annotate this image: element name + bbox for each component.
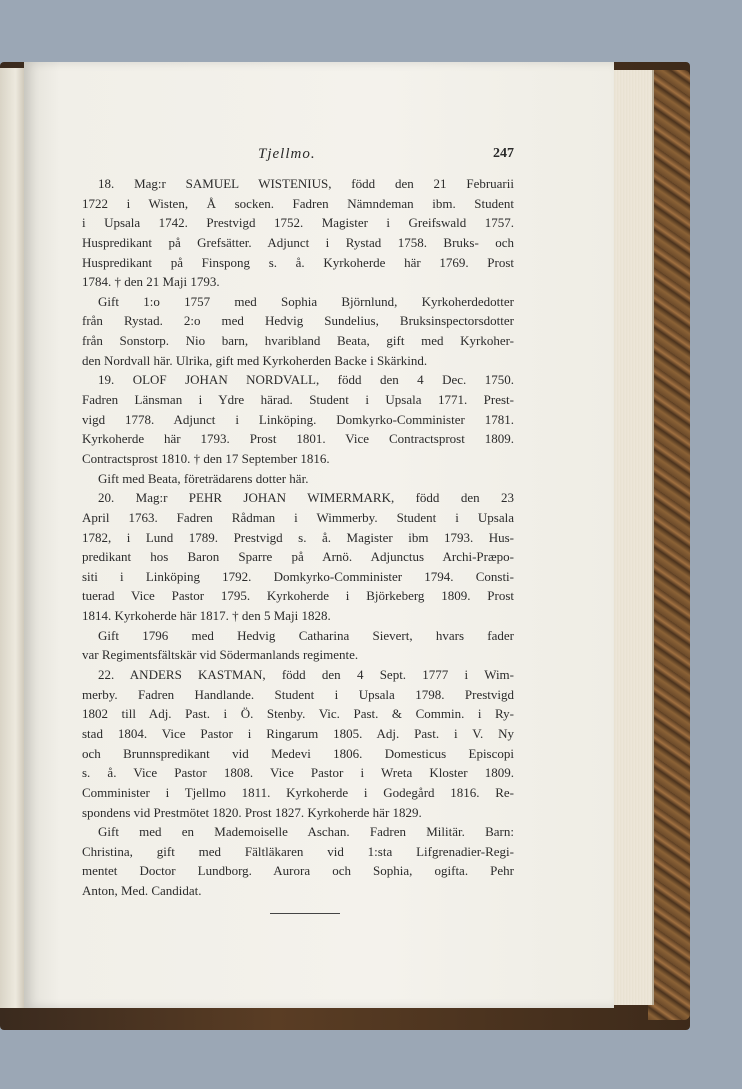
- page-header: [84, 146, 514, 166]
- text-line: Fadren Länsman i Ydre härad. Student i Upsala 1771. Prest-: [82, 392, 514, 408]
- text-line: Gift med Beata, företrädarens dotter här.: [98, 470, 309, 486]
- text-line: predikant hos Baron Sparre på Arnö. Adjunctus Archi-Præpo-: [82, 549, 514, 565]
- text-line: spondens vid Prestmötet 1820. Prost 1827. Kyrkoherde här 1829.: [82, 804, 422, 820]
- text-line: 1782, i Lund 1789. Prestvigd s. å. Magister ibm 1793. Hus-: [82, 529, 514, 545]
- text-line: från Rystad. 2:o med Hedvig Sundelius, Bruksinspectorsdotter: [82, 313, 514, 329]
- page-text: [82, 174, 514, 901]
- left-page-edge: [0, 68, 27, 1008]
- text-line: mentet Doctor Lundborg. Aurora och Sophia, ogifta. Pehr: [82, 863, 514, 879]
- text-line: Gift med en Mademoiselle Aschan. Fadren Militär. Barn:: [98, 824, 514, 840]
- page-edges: [612, 70, 654, 1005]
- running-title: Tjellmo.: [258, 146, 316, 162]
- book-cover-edge: [648, 70, 690, 1020]
- text-line: Comminister i Tjellmo 1811. Kyrkoherde i Godegård 1816. Re-: [82, 784, 514, 800]
- text-line: 1722 i Wisten, Å socken. Fadren Nämndeman ibm. Student: [82, 195, 514, 211]
- text-line: i Upsala 1742. Prestvigd 1752. Magister i Greifswald 1757.: [82, 215, 514, 231]
- text-line: 18. Mag:r SAMUEL WISTENIUS, född den 21 Februarii: [98, 176, 514, 191]
- text-line: Huspredikant på Grefsätter. Adjunct i Rystad 1758. Bruks- och: [82, 234, 514, 250]
- text-line: 20. Mag:r PEHR JOHAN WIMERMARK, född den 23: [98, 490, 514, 506]
- end-rule: [270, 913, 340, 914]
- text-line: från Sonstorp. Nio barn, hvaribland Beata, gift med Kyrkoher-: [82, 333, 514, 349]
- text-line: April 1763. Fadren Rådman i Wimmerby. Student i Upsala: [82, 509, 514, 525]
- text-line: Contractsprost 1810. † den 17 September 1816.: [82, 450, 330, 466]
- text-line: 22. ANDERS KASTMAN, född den 4 Sept. 1777 i Wim-: [98, 667, 514, 683]
- text-line: tuerad Vice Pastor 1795. Kyrkoherde i Björkeberg 1809. Prost: [82, 588, 514, 604]
- text-line: Gift 1:o 1757 med Sophia Björnlund, Kyrkoherdedotter: [98, 293, 514, 309]
- text-line: 1802 till Adj. Past. i Ö. Stenby. Vic. Past. & Commin. i Ry-: [82, 706, 514, 722]
- text-line: Huspredikant på Finspong s. å. Kyrkoherde här 1769. Prost: [82, 254, 514, 270]
- text-line: var Regimentsfältskär vid Södermanlands regimente.: [82, 647, 359, 663]
- text-line: 1784. † den 21 Maji 1793.: [82, 274, 220, 290]
- text-line: Christina, gift med Fältläkaren vid 1:sta Lifgrenadier-Regi-: [82, 843, 514, 859]
- page-number: 247: [493, 146, 514, 161]
- text-line: Anton, Med. Candidat.: [82, 883, 202, 899]
- text-line: siti i Linköping 1792. Domkyrko-Comminister 1794. Consti-: [82, 568, 514, 584]
- text-line: 1814. Kyrkoherde här 1817. † den 5 Maji 1828.: [82, 608, 331, 624]
- text-line: 19. OLOF JOHAN NORDVALL, född den 4 Dec. 1750.: [98, 372, 514, 388]
- text-line: vigd 1778. Adjunct i Linköping. Domkyrko-Comminister 1781.: [82, 411, 514, 427]
- text-line: Kyrkoherde här 1793. Prost 1801. Vice Contractsprost 1809.: [82, 431, 514, 447]
- text-line: och Brunnspredikant vid Medevi 1806. Domesticus Episcopi: [82, 745, 514, 761]
- text-line: merby. Fadren Handlande. Student i Upsala 1798. Prestvigd: [82, 686, 514, 702]
- text-line: den Nordvall här. Ulrika, gift med Kyrkoherden Backe i Skärkind.: [82, 352, 428, 368]
- text-line: Gift 1796 med Hedvig Catharina Sievert, hvars fader: [98, 627, 514, 643]
- text-line: s. å. Vice Pastor 1808. Vice Pastor i Wreta Kloster 1809.: [82, 765, 514, 781]
- text-line: stad 1804. Vice Pastor i Ringarum 1805. Adj. Past. i V. Ny: [82, 725, 514, 741]
